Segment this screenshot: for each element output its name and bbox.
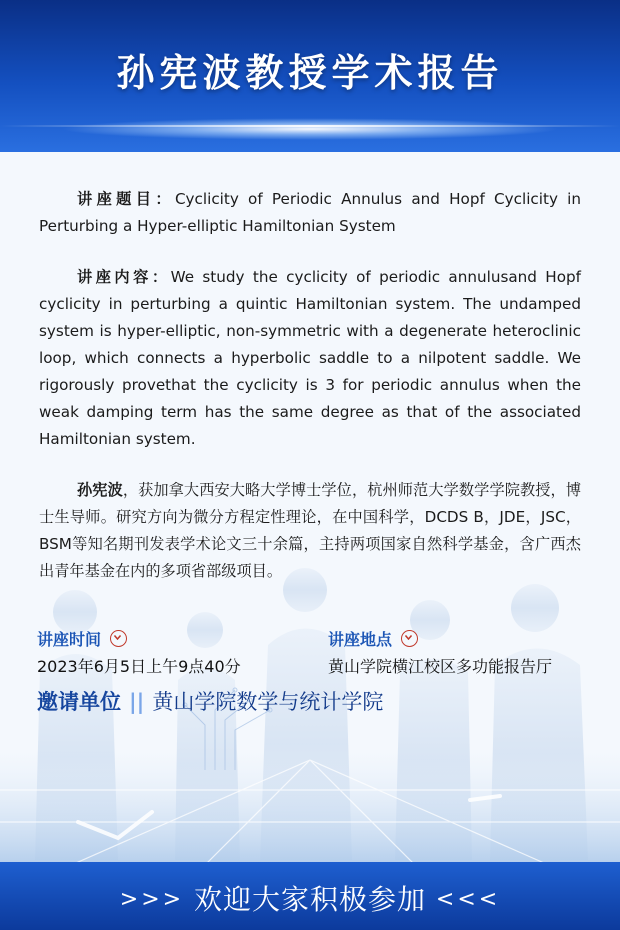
chevron-down-circle-icon [401, 630, 418, 647]
header-banner [0, 0, 620, 152]
right-arrows: <<< [435, 887, 501, 912]
time-label-text: 讲座时间 [37, 630, 102, 649]
inviter-label: 邀请单位 [37, 690, 121, 714]
location-label-text: 讲座地点 [328, 630, 393, 649]
topic-label: 讲座题目： [77, 190, 175, 208]
bio-paragraph [39, 477, 581, 585]
content-area [39, 186, 581, 585]
welcome-text: 欢迎大家积极参加 [193, 883, 426, 916]
content-paragraph [39, 264, 581, 453]
left-arrows: >>> [119, 887, 185, 912]
time-label [37, 627, 127, 650]
content-label: 讲座内容： [77, 268, 171, 286]
page-title: 孙宪波教授学术报告 [116, 51, 504, 95]
header-glow [60, 118, 560, 140]
footer-banner [0, 862, 620, 930]
location-label [328, 627, 418, 650]
inviter-line [37, 686, 383, 716]
inviter-separator: || [129, 690, 145, 714]
bio-name: 孙宪波 [77, 481, 123, 499]
header-light-streak [0, 125, 620, 127]
location-value: 黄山学院横江校区多功能报告厅 [328, 657, 553, 676]
inviter-value: 黄山学院数学与统计学院 [152, 690, 384, 714]
content-text: We study the cyclicity of periodic annulusand Hopf cyclicity in perturbing a quintic Hamiltonian system. The undamped system is hyper-elliptic, non-symmetric with a degenerate heteroclinic loop, which connects a hyperbolic saddle to a nilpotent saddle. We rigorously provethat the cyclicity is 3 for periodic annulus when the weak damping term has the same degree as that of the associated Hamiltonian system. [39, 268, 581, 448]
bio-text: ，获加拿大西安大略大学博士学位，杭州师范大学数学学院教授，博士生导师。研究方向为微分方程定性理论，在中国科学，DCDS B，JDE，JSC，BSM等知名期刊发表学术论文三十余篇，主持两项国家自然科学基金，含广西杰出青年基金在内的多项省部级项目。 [39, 481, 582, 580]
topic-text: Cyclicity of Periodic Annulus and Hopf Cyclicity in Perturbing a Hyper-elliptic Hamiltonian System [39, 190, 582, 235]
chevron-down-circle-icon [110, 630, 127, 647]
footer-text-line [0, 878, 620, 918]
topic-paragraph [39, 186, 581, 240]
time-value: 2023年6月5日上午9点40分 [37, 657, 241, 676]
